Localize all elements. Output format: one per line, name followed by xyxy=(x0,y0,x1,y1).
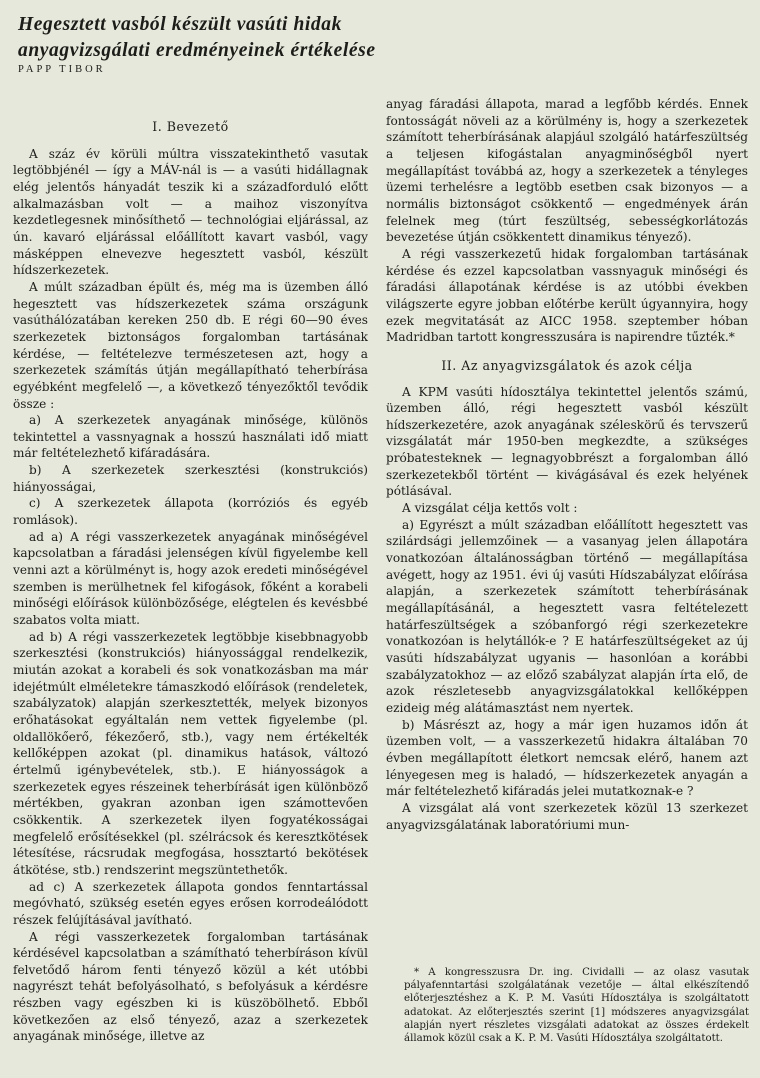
paragraph: A vizsgálat alá vont szerkezetek közül 13 szerkezet anyagvizsgálatának laboratóriumi mun- xyxy=(386,800,748,832)
paragraph: A régi vasszerkezetek forgalomban tartásának kérdésével kapcsolatban a számítható teherbíráson kívül felvetődő három fenti tényező közül a két utóbbi nagyrészt tehát befolyásolható, s befolyásuk a kérdésre részben vagy egészben ki is küszöbölhető. Ebből következően az első tényező, azaz a szerkezetek anyagának minősége, illetve az xyxy=(13,929,368,1044)
paragraph: A régi vasszerkezetű hidak forgalomban tartásának kérdése és ezzel kapcsolatban vassnyaguk minőségi és fáradási állapotának kérdése is az utóbbi években világszerte egyre jobban előtérbe került úgyannyira, hogy ezek megvitatását az AICC 1958. szeptember hóban Madridban tartott kongresszusára is napirendre tűzték.* xyxy=(386,246,748,345)
section-heading-introduction: I. Bevezető xyxy=(152,119,229,134)
article-title xyxy=(18,12,718,64)
paragraph: A KPM vasúti hídosztálya tekintettel jelentős számú, üzemben álló, régi hegesztett vasból készült hídszerkezetére, azok anyagának széleskörű és tervszerű vizsgálatát már 1950-ben megkezdte, a szükséges próbatesteknek — legnagyobbrészt a forgalomban álló szerkezetekből történt — kivágásával és ezek helyének pótlásával. xyxy=(386,384,748,499)
paragraph: c) A szerkezetek állapota (korróziós és egyéb romlások). xyxy=(13,496,368,528)
paragraph: A száz év körüli múltra visszatekinthető vasutak legtöbbjénél — így a MÁV-nál is — a vasúti hidállagnak elég jelentős hányadát teszik ki a századforduló előtt alkalmazásban volt — a maihoz viszonyítva kezdetlegesnek minősíthető — technológiai eljárással, az ún. kavaró eljárással előállított kavart vasból, vagy másképpen elnevezve hegesztett vasból, készült hídszerkezetek. xyxy=(13,146,368,278)
left-column xyxy=(13,98,368,1045)
paragraph: ad a) A régi vasszerkezetek anyagának minőségével kapcsolatban a fáradási jelenségen kívül figyelembe kell venni azt a körülményt is, hogy azok eredeti minőségével szemben is merülhetnek fel kifogások, főként a korabeli minőségi előírások különbözősége, elégtelen és kevésbbé szabatos volta miatt. xyxy=(13,529,368,628)
paragraph: a) Egyrészt a múlt században előállított hegesztett vas szilárdsági jellemzőinek — a vasanyag jelen állapotára vonatkozóan általánosságban történő — megállapítása avégett, hogy az 1951. évi új vasúti Hídszabályzat előírása alapján, a szerkezetek számított teherbírásának megállapításánál, a hegesztett vasra feltételezett határfeszültségek a szóbanforgó régi szerkezetekre vonatkozóan is helytállók-e ? E határfeszültségeket az új vasúti hídszabályzat ugyanis — hasonlóan a korábbi szabályzatokhoz — az előző szabályzat alapján írta elő, de azok részletesebb anyagvizsgálatokkal kellőképpen ezideig még alátámasztást nem nyertek. xyxy=(386,517,748,715)
paragraph: A múlt században épült és, még ma is üzemben álló hegesztett vas hídszerkezetek száma országunk vasúthálózatában kereken 250 db. E régi 60—90 éves szerkezetek biztonságos forgalomban tartásának kérdése, — feltételezve természetesen azt, hogy a szerkezetek számítás útján megállapítható teherbírása egyébként megfelelő —, a következő tényezőktől tevődik össze : xyxy=(13,279,368,411)
title-line-1: Hegesztett vasból készült vasúti hidak xyxy=(18,14,342,35)
paragraph: anyag fáradási állapota, marad a legfőbb kérdés. Ennek fontosságát növeli az a körülmény is, hogy a szerkezetek számított teherbírásának alapjául szolgáló határfeszültség a teljesen kifogástalan anyagminőségből nyert megállapítást továbbá az, hogy a szerkezetek a tényleges üzemi terhelésre a legtöbb esetben csak bizonyos — a normális biztonságot csökkentő — engedmények árán felelnek meg (túrt feszültség, sebességkorlátozás bevezetése útján csökkentett dinamikus tényező). xyxy=(386,97,748,245)
footnote-text: * A kongresszusra Dr. ing. Cividalli — az olasz vasutak pályafenntartási szolgálatának vezetője — által elkészítendő előterjesztéshez a K. P. M. Vasúti Hídosztálya is szolgáltatott adatokat. Az előterjesztés szerint [1] módszeres anyagvizsgálat alapján nyert részletes vizsgálati adatokat az összes érdekelt államok közül csak a K. P. M. Vasúti Hídosztálya szolgáltatott. xyxy=(404,967,749,1045)
paragraph: b) A szerkezetek szerkesztési (konstrukciós) hiányosságai, xyxy=(13,463,368,494)
paragraph: A vizsgálat célja kettős volt : xyxy=(402,501,578,516)
paragraph: ad c) A szerkezetek állapota gondos fenntartással megóvható, szükség esetén egyes erősen korrodeálódott részek felújításával javítható. xyxy=(13,879,368,927)
author-name: PAPP TIBOR xyxy=(18,64,106,75)
paragraph: b) Másrészt az, hogy a már igen huzamos időn át üzemben volt, — a vasszerkezetű hidakra általában 70 évben megállapított életkort nemcsak elérő, hanem azt lényegesen meg is haladó, — hídszerkezetek anyagán a már feltételezhető kifáradás jelei mutatkoznak-e ? xyxy=(386,717,748,799)
paragraph: a) A szerkezetek anyagának minősége, különös tekintettel a vassnyagnak a hosszú használati idő miatt már feltételezhető kifáradására. xyxy=(13,413,368,461)
footnote xyxy=(404,966,749,1045)
right-column xyxy=(386,96,748,833)
title-line-2: anyagvizsgálati eredményeinek értékelése xyxy=(18,40,376,61)
paragraph: ad b) A régi vasszerkezetek legtöbbje kisebbnagyobb szerkesztési (konstrukciós) hiányossággal rendelkezik, miután azokat a korabeli és sok vonatkozásban ma már idejétmúlt elméletekre támaszkodó előírások (rendeletek, szabályzatok) alapján szerkesztették, melyek bizonyos erőhatásokat egyáltalán nem vettek figyelembe (pl. oldallökőerő, fékezőerő, stb.), vagy nem értékelték kellőképpen azokat (pl. dinamikus hatások, változó értelmű igénybevételek, stb.). E hiányosságok a szerkezetek egyes részeinek teherbírását igen különböző mértékben, gyakran azonban igen számottevően csökkentik. A szerkezetek ilyen fogyatékosságai megfelelő erősítésekkel (pl. szélrácsok és keresztkötések létesítése, rácsrudak megfogása, hossztartó bekötések átkötése, stb.) rendszerint megszüntethetők. xyxy=(13,629,368,877)
section-heading-material-tests: II. Az anyagvizsgálatok és azok célja xyxy=(441,357,693,373)
